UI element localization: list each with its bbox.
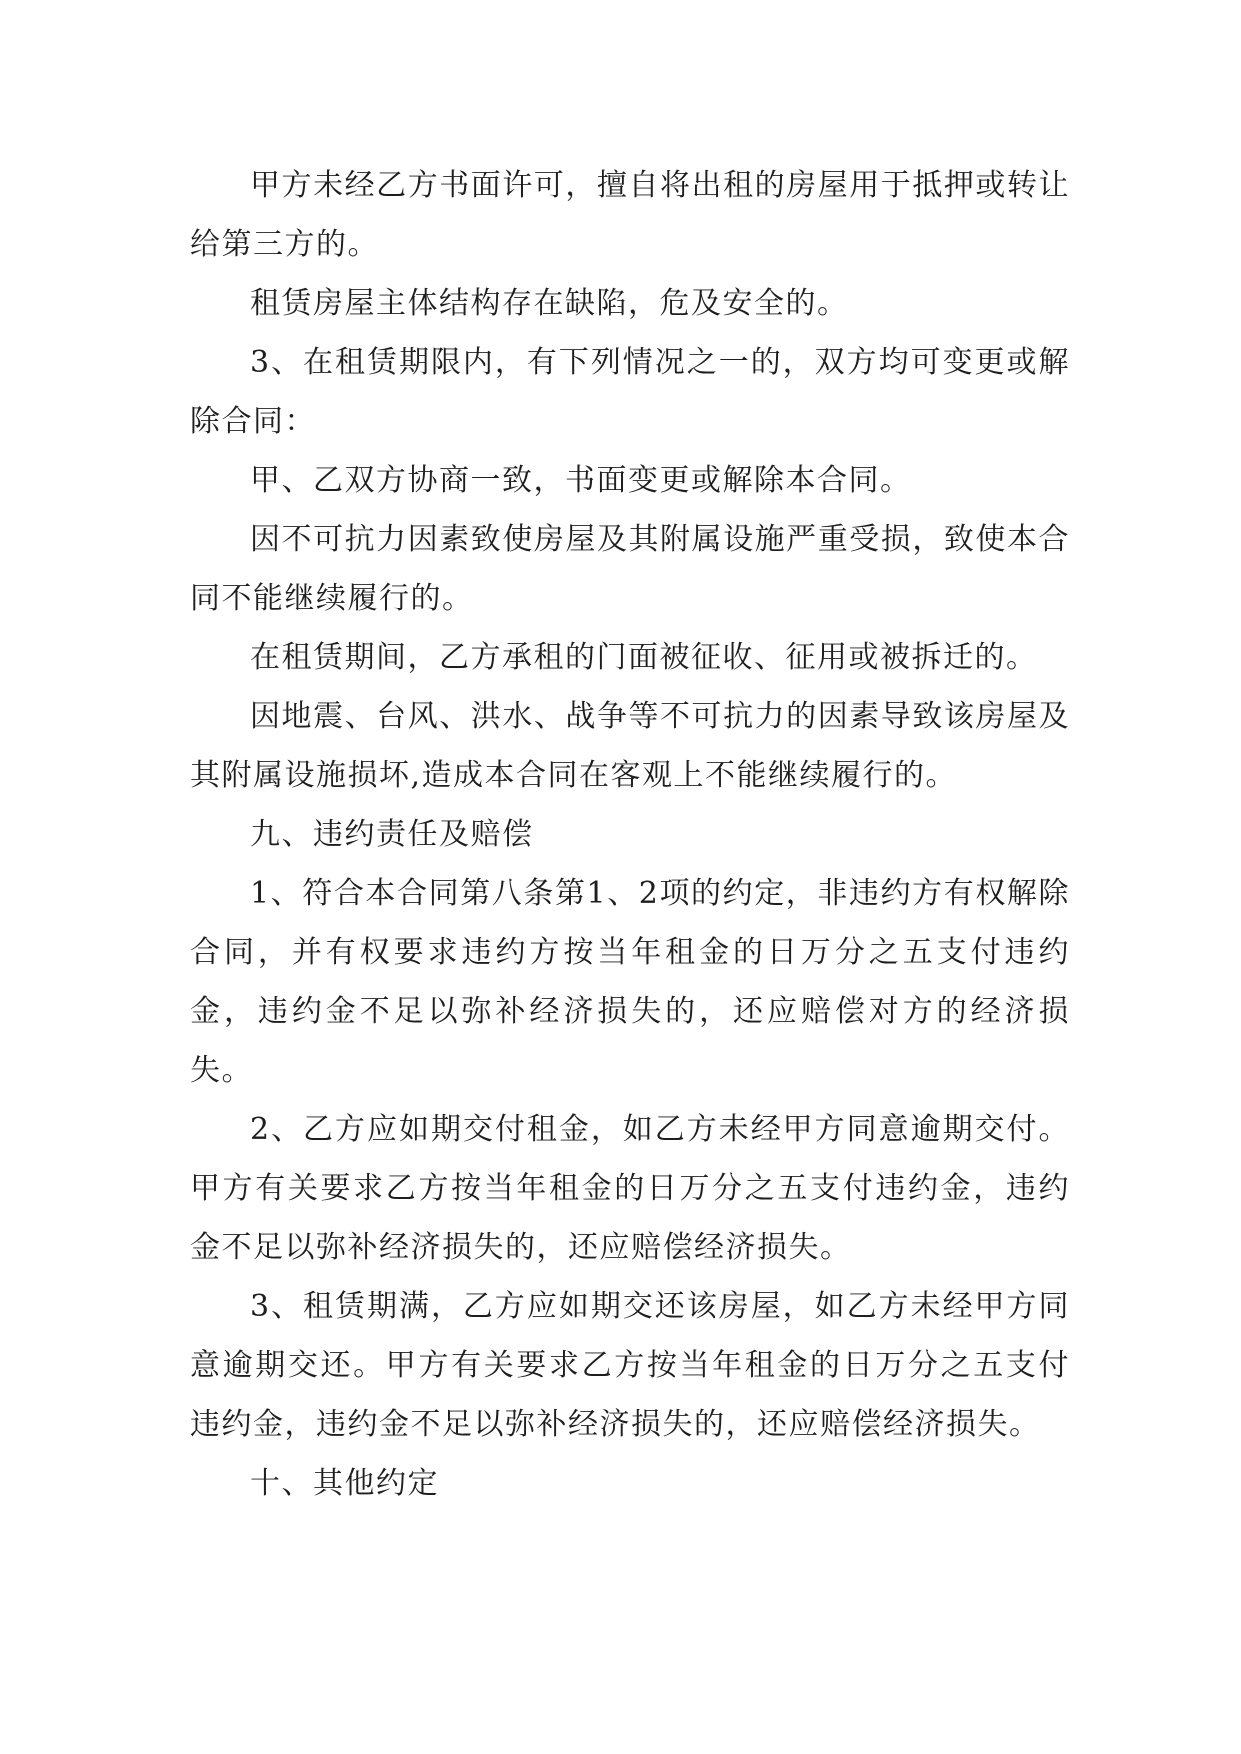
paragraph-force-majeure-damage: 因不可抗力因素致使房屋及其附属设施严重受损，致使本合同不能继续履行的。 — [190, 522, 1070, 616]
section-heading-other: 十、其他约定 — [250, 1466, 439, 1501]
paragraph-mutual-agreement: 甲、乙双方协商一致，书面变更或解除本合同。 — [250, 463, 912, 498]
contract-text — [190, 156, 1070, 1513]
paragraph-liability-2: 2、乙方应如期交付租金，如乙方未经甲方同意逾期交付。甲方有关要求乙方按当年租金的日万分之五支付违约金，违约金不足以弥补经济损失的，还应赔偿经济损失。 — [190, 1112, 1070, 1265]
paragraph-natural-disaster: 因地震、台风、洪水、战争等不可抗力的因素导致该房屋及其附属设施损坏,造成本合同在客观上不能继续履行的。 — [190, 699, 1070, 793]
paragraph-liability-3: 3、租赁期满，乙方应如期交还该房屋，如乙方未经甲方同意逾期交还。甲方有关要求乙方按当年租金的日万分之五支付违约金，违约金不足以弥补经济损失的，还应赔偿经济损失。 — [190, 1289, 1070, 1442]
paragraph-mortgage-transfer: 甲方未经乙方书面许可，擅自将出租的房屋用于抵押或转让给第三方的。 — [190, 168, 1070, 262]
paragraph-expropriation: 在租赁期间，乙方承租的门面被征收、征用或被拆迁的。 — [250, 640, 1038, 675]
paragraph-liability-1: 1、符合本合同第八条第1、2项的约定，非违约方有权解除合同，并有权要求违约方按当年租金的日万分之五支付违约金，违约金不足以弥补经济损失的，还应赔偿对方的经济损失。 — [190, 876, 1070, 1088]
paragraph-clause-3-heading: 3、在租赁期限内，有下列情况之一的，双方均可变更或解除合同： — [190, 345, 1070, 439]
section-heading-liability: 九、违约责任及赔偿 — [250, 817, 534, 852]
paragraph-structural-defect: 租赁房屋主体结构存在缺陷，危及安全的。 — [250, 286, 849, 321]
